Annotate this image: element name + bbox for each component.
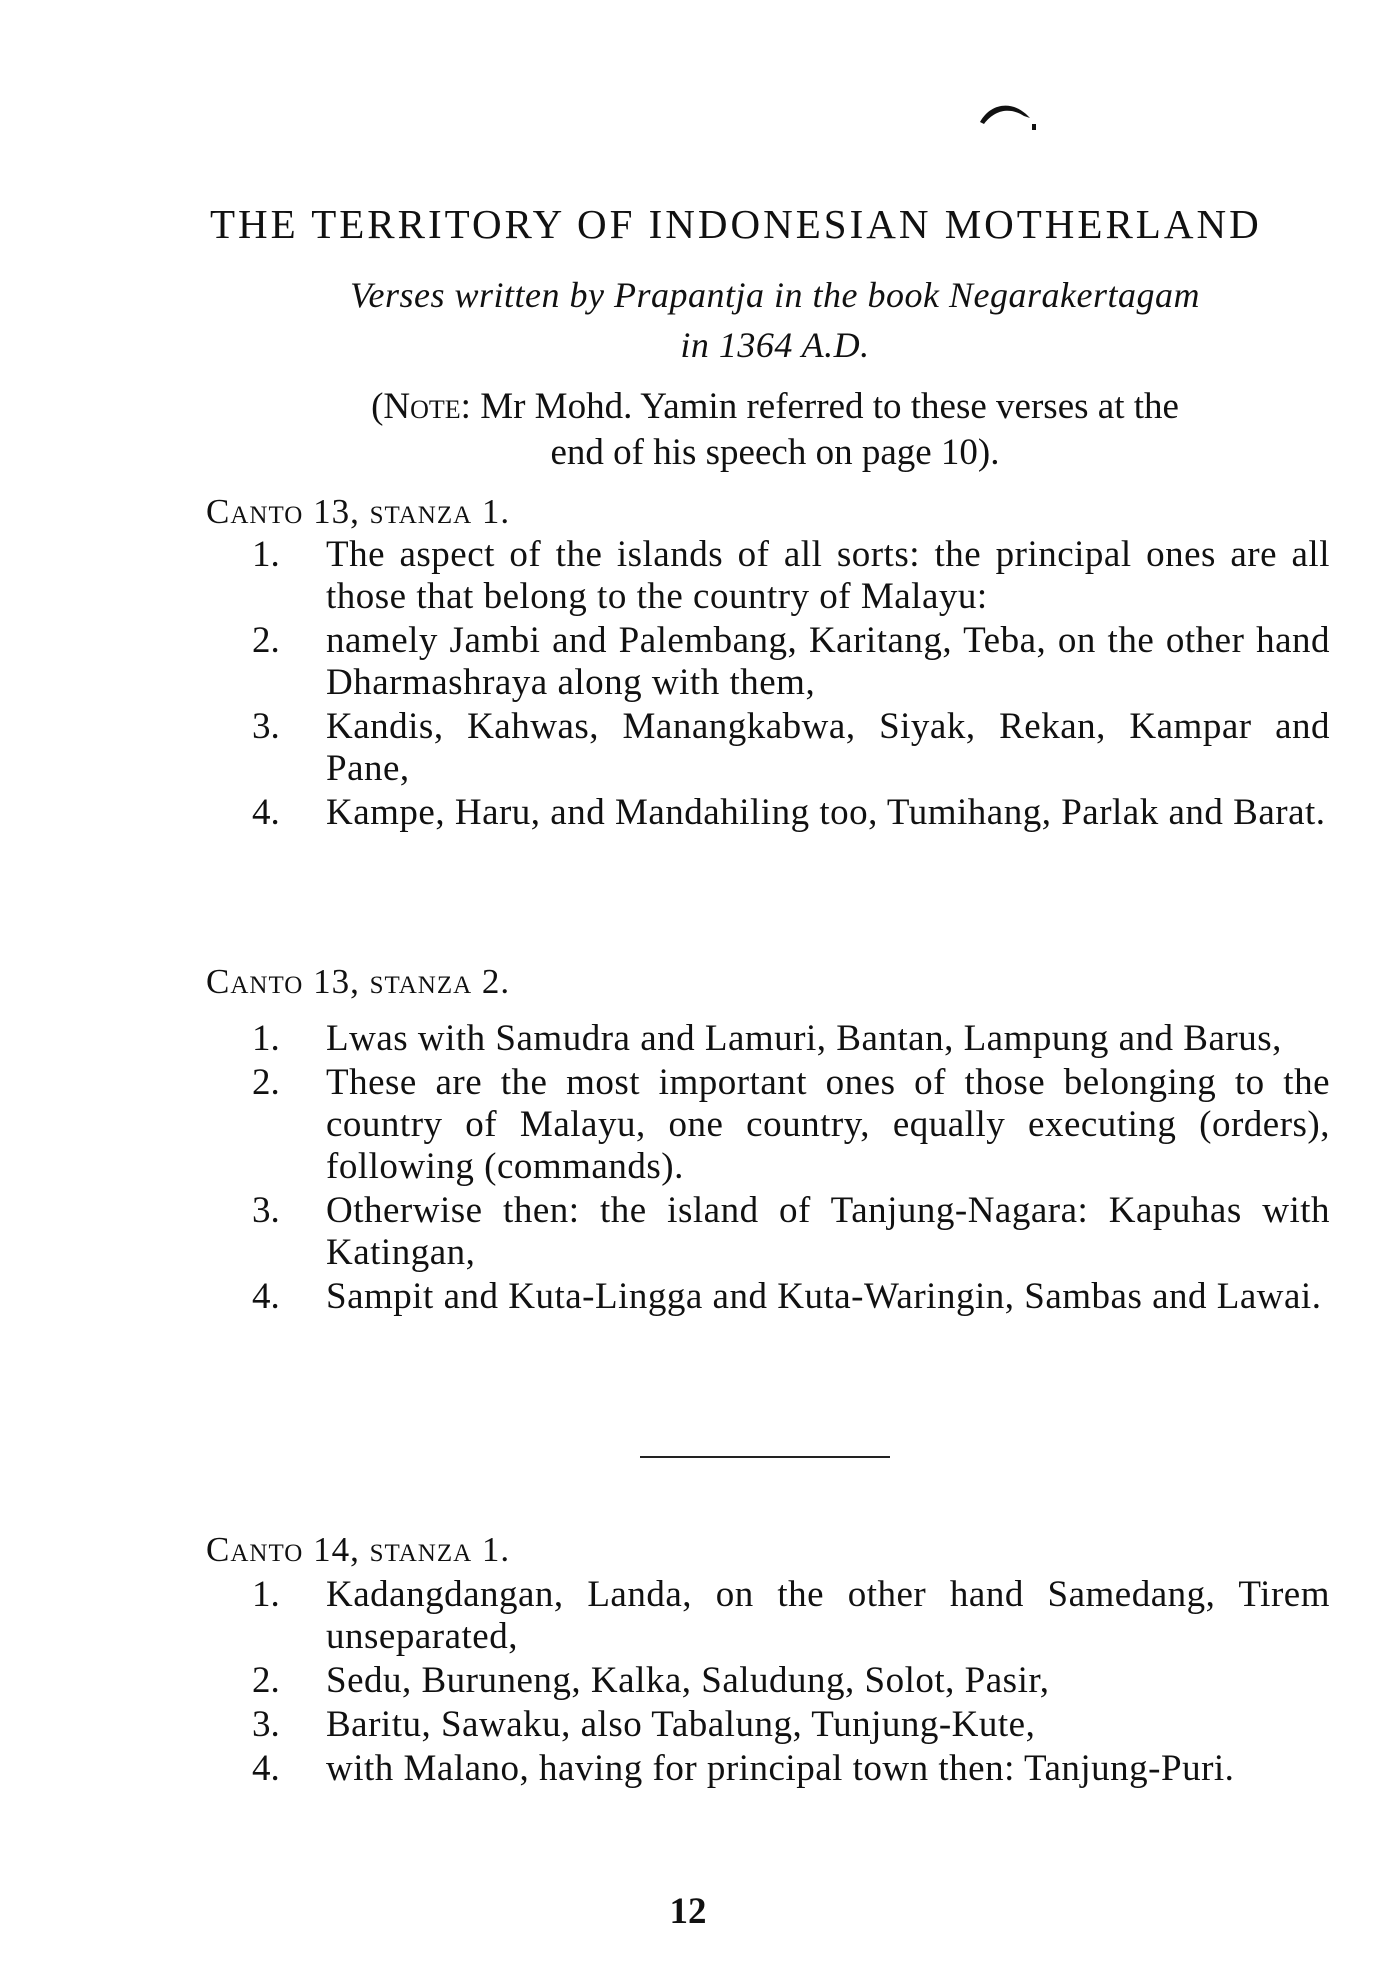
verse-number: 1. [252, 1574, 280, 1615]
verse-text: Kadangdangan, Landa, on the other hand Samedang, Tirem unseparated, [326, 1574, 1330, 1657]
verse-text: Sampit and Kuta-Lingga and Kuta-Waringin, Sambas and Lawai. [326, 1276, 1322, 1317]
verse-number: 4. [252, 792, 280, 833]
verse-item [240, 1018, 1330, 1060]
verse-item [240, 534, 1330, 618]
note-line-1 [230, 384, 1320, 430]
canto-heading: Canto 13, stanza 1. [206, 492, 511, 531]
verse-list [240, 534, 1330, 836]
verse-number: 2. [252, 620, 280, 661]
page-title: THE TERRITORY OF INDONESIAN MOTHERLAND [210, 201, 1262, 247]
verse-item [240, 706, 1330, 790]
verse-number: 2. [252, 1062, 280, 1103]
verse-text: Kampe, Haru, and Mandahiling too, Tumihang, Parlak and Barat. [326, 792, 1326, 833]
verse-text: These are the most important ones of those belonging to the country of Malayu, one country, equally executing (orders), following (commands). [326, 1062, 1330, 1187]
verse-text: Kandis, Kahwas, Manangkabwa, Siyak, Rekan, Kampar and Pane, [326, 706, 1330, 789]
verse-text: The aspect of the islands of all sorts: the principal ones are all those that belong to the country of Malayu: [326, 534, 1330, 617]
ornament-mark-icon [976, 96, 1040, 136]
verse-number: 1. [252, 534, 280, 575]
verse-item [240, 1190, 1330, 1274]
verse-number: 4. [252, 1276, 280, 1317]
verse-number: 4. [252, 1748, 280, 1789]
verse-text: Sedu, Buruneng, Kalka, Saludung, Solot, Pasir, [326, 1660, 1050, 1701]
note-line-1-text: : Mr Mohd. Yamin referred to these verses at the [460, 386, 1179, 427]
verse-number: 1. [252, 1018, 280, 1059]
verse-item [240, 1276, 1330, 1318]
verse-number: 3. [252, 1190, 280, 1231]
verse-text: Lwas with Samudra and Lamuri, Bantan, Lampung and Barus, [326, 1018, 1282, 1059]
section-divider [640, 1456, 890, 1458]
canto-heading: Canto 14, stanza 1. [206, 1530, 511, 1569]
verse-text: namely Jambi and Palembang, Karitang, Teba, on the other hand Dharmashraya along with them, [326, 620, 1330, 703]
verse-list [240, 1574, 1330, 1792]
editorial-note [230, 384, 1320, 476]
verse-list [240, 1018, 1330, 1320]
verse-item [240, 792, 1330, 834]
verse-text: with Malano, having for principal town then: Tanjung-Puri. [326, 1748, 1235, 1789]
subtitle-line-1: Verses written by Prapantja in the book Negarakertagam [350, 275, 1200, 315]
verse-item [240, 1704, 1330, 1746]
note-label: Note [383, 386, 461, 427]
verse-text: Baritu, Sawaku, also Tabalung, Tunjung-Kute, [326, 1704, 1036, 1745]
page-subtitle [260, 270, 1290, 370]
note-line-2: end of his speech on page 10). [550, 432, 1000, 473]
page-number: 12 [669, 1891, 707, 1932]
subtitle-line-2: in 1364 A.D. [680, 325, 870, 365]
verse-text: Otherwise then: the island of Tanjung-Nagara: Kapuhas with Katingan, [326, 1190, 1330, 1273]
note-open-paren: ( [371, 386, 384, 427]
verse-number: 3. [252, 706, 280, 747]
verse-item [240, 1660, 1330, 1702]
verse-item [240, 1748, 1330, 1790]
verse-item [240, 1574, 1330, 1658]
verse-item [240, 620, 1330, 704]
verse-number: 2. [252, 1660, 280, 1701]
verse-item [240, 1062, 1330, 1188]
verse-number: 3. [252, 1704, 280, 1745]
canto-heading: Canto 13, stanza 2. [206, 962, 511, 1001]
